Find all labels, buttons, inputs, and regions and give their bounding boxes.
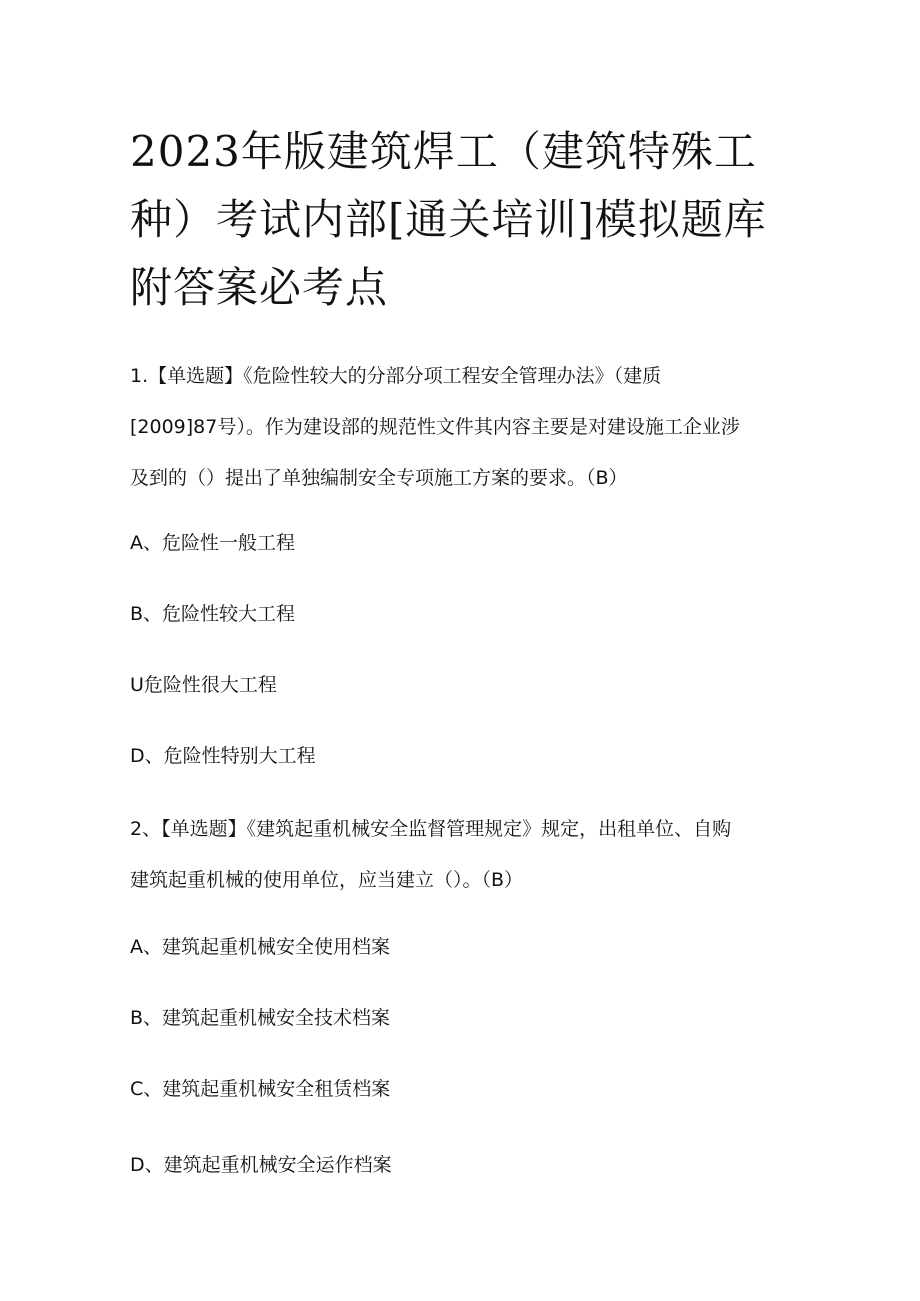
document-title [130,118,810,322]
title-line-3: 附答案必考点 [130,263,389,312]
question-2-line-1: 2、【单选题】《建筑起重机械安全监督管理规定》规定，出租单位、自购 [130,818,732,840]
question-2-option-d: D、建筑起重机械安全运作档案 [130,1154,392,1176]
question-1-option-b: B、危险性较大工程 [130,603,296,625]
question-2-line-2: 建筑起重机械的使用单位，应当建立（）。（B） [130,869,524,891]
question-1-line-3: 及到的（）提出了单独编制安全专项施工方案的要求。（B） [130,467,628,489]
question-1-option-d: D、危险性特别大工程 [130,745,316,767]
question-1-text [130,351,810,504]
title-line-2: 种）考试内部[通关培训]模拟题库 [130,195,767,244]
question-1-option-a: A、危险性一般工程 [130,532,295,554]
question-1-line-2: [2009]87号）。作为建设部的规范性文件其内容主要是对建设施工企业涉 [130,416,740,438]
question-2-option-b: B、建筑起重机械安全技术档案 [130,1007,391,1029]
title-line-1: 2023年版建筑焊工（建筑特殊工 [130,127,757,176]
question-1-line-1: 1.【单选题】《危险性较大的分部分项工程安全管理办法》（建质 [130,365,662,387]
question-1-option-c: U危险性很大工程 [130,674,277,696]
question-2-text [130,804,810,906]
question-2-option-c: C、建筑起重机械安全租赁档案 [130,1078,391,1100]
question-2-option-a: A、建筑起重机械安全使用档案 [130,936,390,958]
